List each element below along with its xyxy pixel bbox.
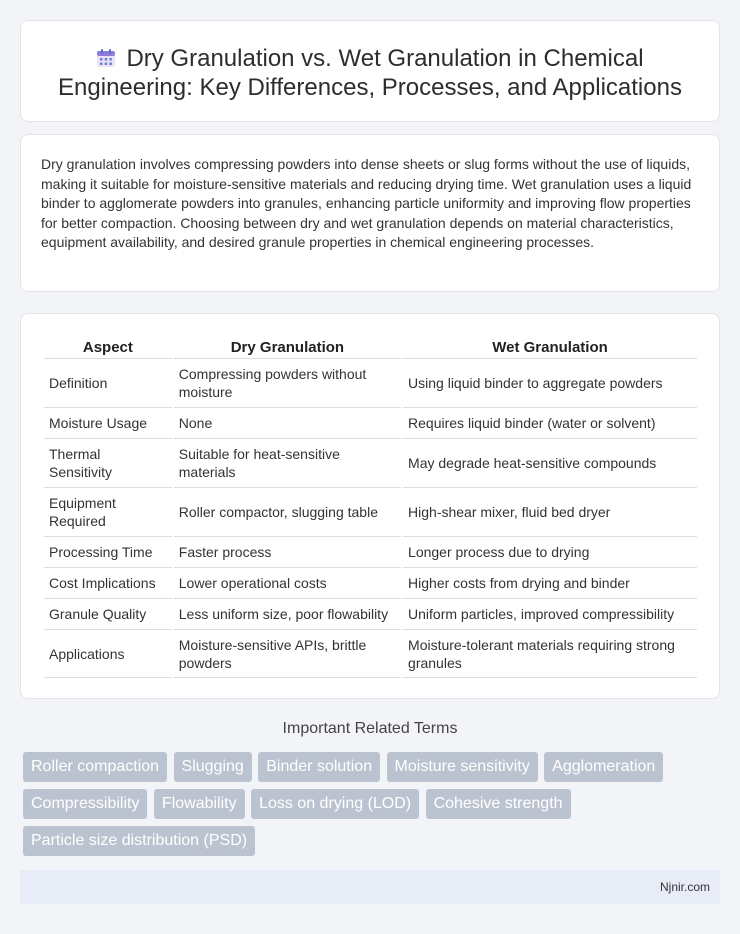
- summary-card: [20, 134, 720, 292]
- dry-cell: Less uniform size, poor flowability: [174, 599, 401, 630]
- related-term-tag[interactable]: Compressibility: [23, 789, 147, 819]
- dry-cell: Lower operational costs: [174, 568, 401, 599]
- aspect-cell: Definition: [44, 359, 172, 408]
- header-wet: Wet Granulation: [403, 336, 697, 359]
- summary-text: Dry granulation involves compressing powders into dense sheets or slug forms without the use of liquids, making it suitable for moisture-sensitive materials and reducing drying time. Wet granulation uses a liquid binder to agglomerate powders into granules, enhancing particle uniformity and improving flow properties for better compaction. Choosing between dry and wet granulation depends on material characteristics, equipment availability, and desired granule properties in chemical engineering processes.: [41, 156, 692, 250]
- dry-cell: Faster process: [174, 537, 401, 568]
- aspect-cell: Cost Implications: [44, 568, 172, 599]
- footer-site-link[interactable]: Njnir.com: [659, 880, 710, 894]
- table-row: [44, 568, 697, 599]
- table-row: [44, 439, 697, 488]
- aspect-cell: Moisture Usage: [44, 408, 172, 439]
- dry-cell: Moisture-sensitive APIs, brittle powders: [174, 630, 401, 678]
- related-terms-heading: Important Related Terms: [282, 720, 458, 737]
- related-term-tag[interactable]: Roller compaction: [23, 752, 167, 782]
- wet-cell: Using liquid binder to aggregate powders: [403, 359, 697, 408]
- calendar-icon: [96, 48, 116, 68]
- header-aspect: Aspect: [44, 336, 172, 359]
- header-dry: Dry Granulation: [174, 336, 401, 359]
- table-row: [44, 630, 697, 678]
- aspect-cell: Granule Quality: [44, 599, 172, 630]
- wet-cell: Requires liquid binder (water or solvent): [403, 408, 697, 439]
- related-term-tag[interactable]: Agglomeration: [544, 752, 663, 782]
- related-term-tag[interactable]: Slugging: [174, 752, 252, 782]
- dry-cell: None: [174, 408, 401, 439]
- related-term-tag[interactable]: Loss on drying (LOD): [251, 789, 419, 819]
- comparison-table-card: [20, 313, 720, 699]
- related-terms-list: [23, 752, 723, 863]
- dry-cell: Suitable for heat-sensitive materials: [174, 439, 401, 488]
- page-title-text: Dry Granulation vs. Wet Granulation in Chemical Engineering: Key Differences, Processes, and Applications: [58, 45, 682, 101]
- related-term-tag[interactable]: Cohesive strength: [426, 789, 571, 819]
- wet-cell: Moisture-tolerant materials requiring strong granules: [403, 630, 697, 678]
- aspect-cell: Equipment Required: [44, 488, 172, 537]
- page-title: [21, 21, 719, 102]
- table-row: [44, 537, 697, 568]
- related-term-tag[interactable]: Binder solution: [258, 752, 380, 782]
- comparison-table: [42, 336, 699, 678]
- wet-cell: Uniform particles, improved compressibility: [403, 599, 697, 630]
- wet-cell: Higher costs from drying and binder: [403, 568, 697, 599]
- table-row: [44, 599, 697, 630]
- table-row: [44, 488, 697, 537]
- dry-cell: Compressing powders without moisture: [174, 359, 401, 408]
- related-term-tag[interactable]: Particle size distribution (PSD): [23, 826, 255, 856]
- table-header-row: [44, 336, 697, 359]
- table-row: [44, 359, 697, 408]
- related-term-tag[interactable]: Moisture sensitivity: [387, 752, 538, 782]
- footer: [20, 870, 720, 904]
- wet-cell: High-shear mixer, fluid bed dryer: [403, 488, 697, 537]
- table-row: [44, 408, 697, 439]
- aspect-cell: Applications: [44, 630, 172, 678]
- aspect-cell: Thermal Sensitivity: [44, 439, 172, 488]
- title-card: [20, 20, 720, 122]
- related-term-tag[interactable]: Flowability: [154, 789, 245, 819]
- wet-cell: May degrade heat-sensitive compounds: [403, 439, 697, 488]
- aspect-cell: Processing Time: [44, 537, 172, 568]
- wet-cell: Longer process due to drying: [403, 537, 697, 568]
- dry-cell: Roller compactor, slugging table: [174, 488, 401, 537]
